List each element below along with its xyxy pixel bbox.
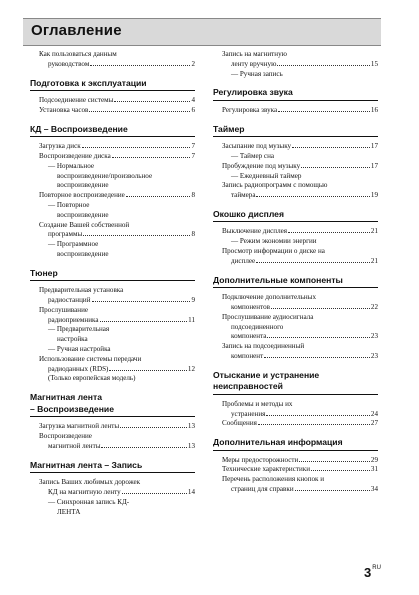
toc-section-prep — [30, 78, 195, 116]
toc-section-cd — [30, 124, 195, 260]
toc-page-number: 21 — [370, 256, 378, 265]
toc-entry[interactable] — [222, 456, 378, 466]
toc-section-tape — [30, 392, 195, 451]
toc-page-number: 8 — [191, 191, 195, 200]
toc-entry[interactable] — [39, 152, 195, 162]
toc-page-number: 17 — [370, 142, 378, 151]
toc-page-number: 8 — [191, 230, 195, 239]
toc-entry-text: компонент — [231, 351, 264, 360]
toc-entry-text: Повторное воспроизведение — [39, 191, 125, 200]
toc-entry[interactable] — [39, 442, 195, 452]
toc-section-recording — [30, 460, 195, 518]
toc-entry-text: компонентов — [231, 302, 270, 311]
toc-page-number: 11 — [188, 315, 195, 324]
toc-entry-text: Засыпание под музыку — [222, 142, 292, 151]
section-heading-line: Магнитная лента — [30, 392, 102, 403]
section-heading: Тюнер — [30, 268, 195, 282]
toc-subentry: воспроизведение — [57, 249, 109, 258]
toc-entry[interactable] — [222, 227, 378, 237]
toc-entry-text: радиостанций — [48, 296, 91, 305]
toc-subentry: — Нормальное — [48, 161, 94, 170]
toc-page-number: 4 — [191, 96, 195, 105]
toc-page-number: 9 — [191, 296, 195, 305]
section-heading-line: Отыскание и устранение — [213, 369, 320, 380]
toc-entry-text[interactable]: Прослушивание аудиосигнала — [222, 312, 314, 321]
toc-page-number: 2 — [191, 59, 195, 68]
toc-entry[interactable] — [39, 96, 195, 106]
toc-entry-text[interactable]: Как пользоваться данным — [39, 50, 117, 58]
toc-page-number: 15 — [370, 59, 378, 68]
toc-subentry: — Программное — [48, 240, 99, 249]
toc-entry-text: радиоданных (RDS) — [48, 364, 109, 373]
toc-entry[interactable] — [39, 230, 195, 240]
toc-page-number: 21 — [370, 227, 378, 236]
toc-entry-text[interactable]: Прослушивание — [39, 305, 89, 314]
toc-manual-recording — [213, 50, 378, 79]
section-heading: Дополнительная информация — [213, 437, 378, 451]
toc-entry[interactable] — [39, 488, 195, 498]
toc-entry[interactable] — [39, 191, 195, 201]
toc-entry-text: подсоединенного — [231, 322, 284, 331]
toc-section-sound — [213, 87, 378, 115]
toc-entry[interactable] — [222, 410, 378, 420]
section-heading: Дополнительные компоненты — [213, 275, 378, 289]
section-heading-line: неисправностей — [213, 381, 283, 392]
toc-section-timer — [213, 124, 378, 201]
toc-entry-text[interactable]: Предварительная установка — [39, 286, 124, 295]
toc-subentry: воспроизведение/произвольное — [57, 171, 153, 180]
toc-page-number: 22 — [370, 302, 378, 311]
toc-entry[interactable] — [39, 422, 195, 432]
toc-entry-text: Технические характеристики — [222, 465, 310, 474]
toc-entry-text: устранения — [231, 409, 266, 418]
toc-entry-text: страниц для справки — [231, 485, 294, 494]
toc-subentry: воспроизведение — [57, 181, 109, 190]
toc-page-number: 6 — [191, 105, 195, 114]
toc-page-number: 27 — [370, 419, 378, 428]
toc-intro — [30, 50, 195, 70]
section-heading — [213, 370, 378, 395]
toc-subentry: — Ручная настройка — [48, 345, 111, 354]
toc-entry[interactable] — [222, 60, 378, 70]
toc-entry[interactable] — [222, 332, 378, 342]
toc-entry-text[interactable]: Проблемы и методы их — [222, 399, 293, 408]
toc-page-number: 13 — [187, 441, 195, 450]
toc-page-number: 12 — [187, 364, 195, 373]
toc-entry[interactable] — [39, 365, 195, 375]
toc-page-number: 23 — [370, 351, 378, 360]
toc-page-number: 24 — [370, 409, 378, 418]
toc-entry-text: Регулировка звука — [222, 105, 278, 114]
toc-entry[interactable] — [39, 106, 195, 116]
toc-entry[interactable] — [222, 162, 378, 172]
toc-entry-text[interactable]: Воспроизведение — [39, 432, 92, 441]
section-heading: Регулировка звука — [213, 87, 378, 101]
toc-entry[interactable] — [222, 352, 378, 362]
toc-subentry: — Режим экономии энергии — [231, 237, 317, 246]
toc-section-display — [213, 209, 378, 267]
section-heading: КД – Воспроизведение — [30, 124, 195, 138]
toc-right-column — [213, 50, 378, 503]
toc-page-number: 14 — [187, 487, 195, 496]
toc-entry-text: ленту вручную — [231, 59, 277, 68]
toc-entry[interactable] — [222, 419, 378, 429]
toc-entry-text[interactable]: Создание Вашей собственной — [39, 220, 130, 229]
page-number-value: 3 — [364, 565, 372, 580]
toc-entry-text: радиоприемника — [48, 315, 99, 324]
section-heading: Магнитная лента – Запись — [30, 460, 195, 474]
toc-entry-text: Выключение дисплея — [222, 227, 288, 236]
section-heading: Подготовка к эксплуатации — [30, 78, 195, 92]
toc-entry[interactable] — [222, 191, 378, 201]
toc-page-number: 19 — [370, 191, 378, 200]
toc-entry[interactable] — [222, 303, 378, 313]
toc-entry[interactable] — [222, 142, 378, 152]
toc-page-number: 16 — [370, 105, 378, 114]
toc-subentry: (Только европейская модель) — [48, 374, 136, 383]
toc-entry-text: программы — [48, 230, 83, 239]
toc-subentry: настройка — [57, 335, 88, 344]
toc-entry-text[interactable]: Перечень расположения кнопок и — [222, 475, 325, 484]
toc-entry-text[interactable]: Запись Ваших любимых дорожек — [39, 478, 141, 487]
toc-entry-text: Подсоединение системы — [39, 96, 114, 105]
title-bar — [23, 18, 381, 46]
toc-page-number: 29 — [370, 455, 378, 464]
toc-subentry: ЛЕНТА — [57, 507, 81, 516]
toc-entry-text[interactable]: Запись на магнитную — [222, 50, 287, 58]
toc-entry-text[interactable]: Подключение дополнительных — [222, 293, 316, 302]
toc-entry[interactable] — [39, 142, 195, 152]
toc-entry[interactable] — [222, 257, 378, 267]
toc-entry[interactable] — [222, 465, 378, 475]
toc-entry-text: Загрузка диск — [39, 142, 81, 151]
toc-entry-text: Сообщения — [222, 419, 257, 428]
toc-page-number: 17 — [370, 161, 378, 170]
toc-section-additional-components — [213, 275, 378, 362]
toc-page-number: 13 — [187, 422, 195, 431]
toc-entry-text: таймера — [231, 191, 256, 200]
toc-subentry: — Синхронная запись КД- — [48, 497, 130, 506]
toc-section-additional-info — [213, 437, 378, 495]
toc-section-troubleshooting — [213, 370, 378, 429]
toc-entry-text: Воспроизведение диска — [39, 151, 111, 160]
section-heading: Таймер — [213, 124, 378, 138]
toc-entry-text[interactable]: Запись радиопрограмм с помощью — [222, 181, 328, 190]
toc-entry-text: КД на магнитную ленту — [48, 487, 121, 496]
toc-page-number: 23 — [370, 332, 378, 341]
toc-entry-text[interactable]: Использование системы передачи — [39, 354, 142, 363]
page-title: Оглавление — [31, 22, 122, 39]
toc-page-number: 31 — [370, 465, 378, 474]
toc-entry[interactable] — [222, 485, 378, 495]
toc-section-tuner — [30, 268, 195, 384]
toc-subentry: — Повторное — [48, 200, 90, 209]
toc-page-number: 34 — [370, 485, 378, 494]
toc-subentry: — Таймер сна — [231, 151, 275, 160]
toc-entry-text: дисплее — [231, 256, 256, 265]
toc-entry[interactable] — [39, 316, 195, 326]
toc-entry[interactable] — [222, 106, 378, 116]
toc-entry-text: Пробуждение под музыку — [222, 161, 301, 170]
toc-subentry: — Ежедневный таймер — [231, 171, 302, 180]
toc-page-number: 7 — [191, 142, 195, 151]
toc-entry-text: компонента — [231, 332, 267, 341]
toc-subentry: — Предварительная — [48, 325, 110, 334]
toc-entry-text: Загрузка магнитной ленты — [39, 422, 120, 431]
toc-entry-text: магнитной ленты — [48, 441, 101, 450]
section-heading — [30, 392, 195, 417]
toc-entry-text: Меры предосторожности — [222, 455, 299, 464]
section-heading-line: – Воспроизведение — [30, 403, 114, 414]
toc-subentry: — Ручная запись — [231, 69, 283, 78]
toc-page-number: 7 — [191, 151, 195, 160]
toc-entry[interactable] — [39, 60, 195, 70]
toc-left-column — [30, 50, 195, 525]
section-heading: Окошко дисплея — [213, 209, 378, 223]
toc-entry[interactable] — [39, 296, 195, 306]
language-code: RU — [372, 565, 381, 571]
toc-entry-text: Установка часов — [39, 105, 89, 114]
toc-subentry: воспроизведение — [57, 210, 109, 219]
toc-entry-text: руководством — [48, 59, 90, 68]
toc-entry-text[interactable]: Запись на подсоединенный — [222, 342, 305, 351]
toc-entry-text[interactable]: Просмотр информации о диске на — [222, 247, 325, 256]
page-number — [364, 565, 381, 580]
